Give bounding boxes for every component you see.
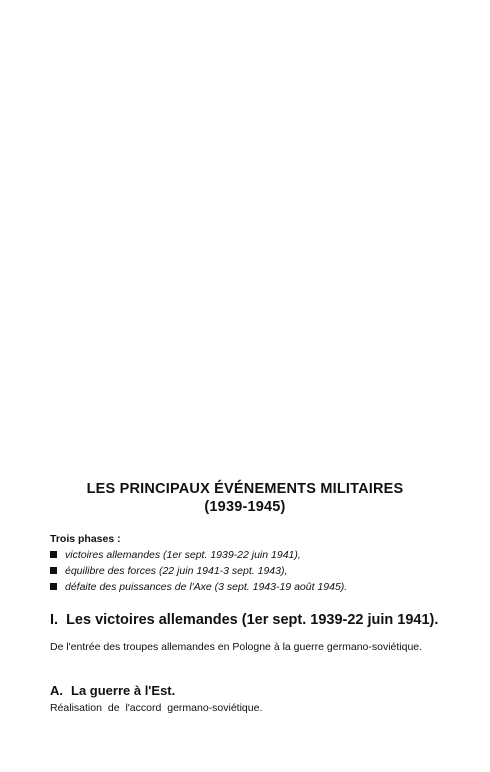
section-heading xyxy=(50,611,480,629)
phase-item-text: victoires allemandes (1er sept. 1939-22 juin 1941), xyxy=(65,549,301,561)
section-heading-text: Les victoires allemandes (1er sept. 1939-22 juin 1941). xyxy=(66,612,439,628)
subsection-paragraph: Réalisation de l'accord germano-soviétique. xyxy=(50,702,263,714)
square-bullet-icon xyxy=(50,551,57,558)
subsection-heading-text: La guerre à l'Est. xyxy=(71,683,176,698)
phase-item-text: défaite des puissances de l'Axe (3 sept. 1943-19 août 1945). xyxy=(65,581,348,593)
square-bullet-icon xyxy=(50,567,57,574)
chapter-title-line-1: LES PRINCIPAUX ÉVÉNEMENTS MILITAIRES xyxy=(86,481,404,497)
phase-item xyxy=(50,563,470,579)
phase-item xyxy=(50,547,470,563)
subsection-heading xyxy=(50,683,470,699)
phase-item xyxy=(50,579,470,595)
chapter-title xyxy=(0,480,490,516)
section-paragraph: De l'entrée des troupes allemandes en Pologne à la guerre germano-soviétique. xyxy=(50,641,423,653)
subsection-letter: A. xyxy=(50,683,63,698)
phase-item-text: équilibre des forces (22 juin 1941-3 sept. 1943), xyxy=(65,565,288,577)
section-number: I. xyxy=(50,612,59,628)
square-bullet-icon xyxy=(50,583,57,590)
phases-label: Trois phases : xyxy=(50,533,121,545)
chapter-title-line-2: (1939-1945) xyxy=(204,499,286,515)
phases-block xyxy=(50,531,470,595)
